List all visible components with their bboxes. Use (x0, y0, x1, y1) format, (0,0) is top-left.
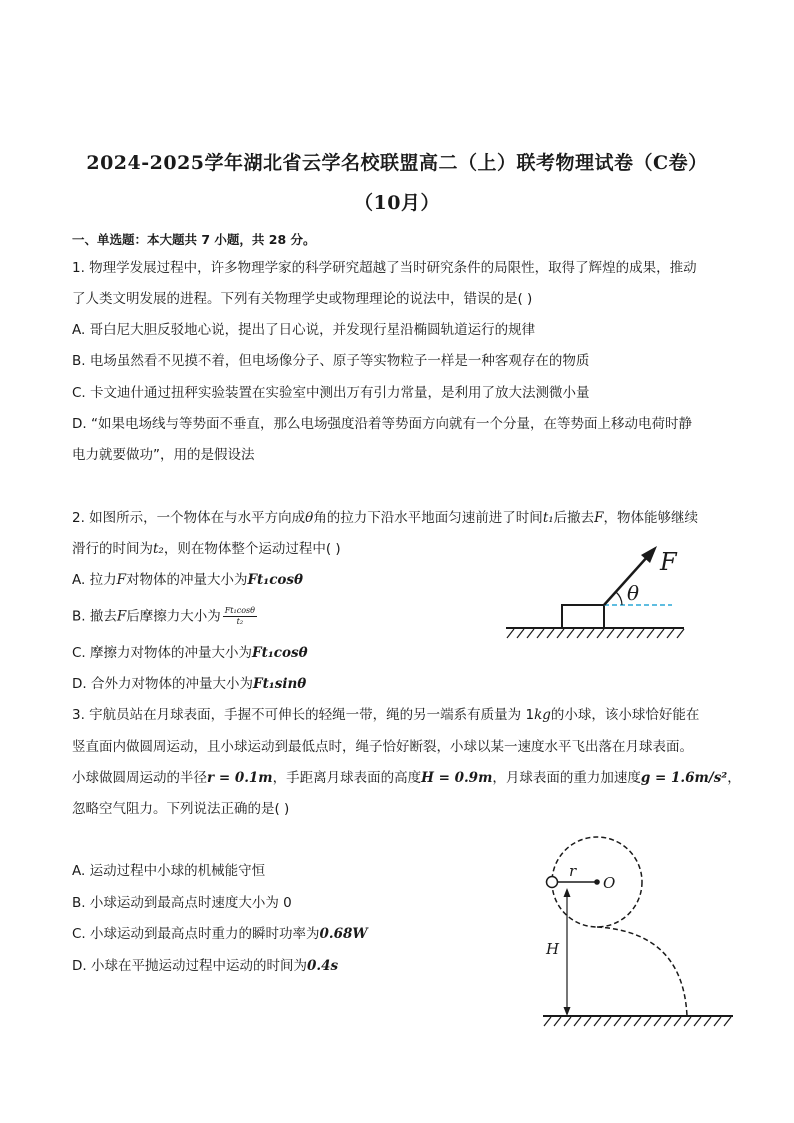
option-text: D. 合外力对物体的冲量大小为 (72, 676, 253, 692)
force-arrow-shaft (604, 556, 648, 605)
q1-stem-line2: 了人类文明发展的进程。下列有关物理学史或物理理论的说法中，错误的是( ) (72, 291, 533, 307)
moon-surface-hatching (544, 1017, 731, 1026)
q2-stem-text: ，则在物体整个运动过程中( ) (163, 541, 341, 557)
fraction-denominator: t₂ (236, 617, 244, 626)
angle-label: θ (627, 581, 640, 605)
q2-option-d (72, 674, 306, 694)
q2-stem-text: 2. 如图所示，一个物体在与水平方向成 (72, 510, 306, 526)
q3-c-value: 0.68W (319, 926, 368, 942)
option-text: C. 小球运动到最高点时重力的瞬时功率为 (72, 926, 320, 942)
q2-stem-line2 (72, 539, 341, 559)
q3-gravity-value: g = 1.6m/s² (640, 770, 728, 786)
option-text: 后摩擦力大小为 (126, 608, 221, 625)
q3-stem-text: 3. 宇航员站在月球表面，手握不可伸长的轻绳一带，绳的另一端系有质量为 1 (72, 707, 535, 723)
q2-t2-symbol: t₂ (153, 541, 164, 557)
section-heading: 一、单选题：本大题共 7 小题，共 28 分。 (72, 232, 316, 247)
q2-d-expression: Ft₁sinθ (252, 676, 307, 692)
q3-figure (535, 830, 740, 1030)
q3-stem-text: ， (727, 770, 741, 786)
q3-stem-text: 的小球，该小球恰好能在 (550, 707, 700, 723)
option-text: B. 撤去 (72, 608, 117, 625)
ball (547, 877, 558, 888)
q2-stem-text: 后撤去 (553, 510, 595, 526)
q3-stem-text: 小球做圆周运动的半径 (72, 770, 207, 786)
height-label: H (546, 940, 560, 958)
q1-option-c: C. 卡文迪什通过扭秤实验装置在实验室中测出万有引力常量，是利用了放大法测微小量 (72, 385, 590, 401)
fraction-numerator: Ft₁cosθ (224, 606, 255, 615)
q2-a-expression: Ft₁cosθ (247, 572, 304, 588)
q3-stem-line3 (72, 768, 741, 788)
q3-option-b: B. 小球运动到最高点时速度大小为 0 (72, 895, 292, 911)
q2-stem-text: ，物体能够继续 (603, 510, 699, 526)
q2-figure (500, 540, 690, 640)
option-text: A. 拉力 (72, 572, 117, 588)
q2-force-symbol: F (116, 572, 126, 588)
center-label: O (603, 874, 616, 892)
force-label: F (660, 548, 677, 576)
option-text: D. 小球在平抛运动过程中运动的时间为 (72, 958, 307, 974)
q3-option-d (72, 956, 338, 976)
height-arrow-top (564, 888, 571, 897)
radius-label: r (569, 862, 577, 880)
option-text: 对物体的冲量大小为 (125, 572, 248, 588)
q2-c-expression: Ft₁cosθ (252, 645, 308, 661)
q3-stem-line1 (72, 705, 699, 725)
q3-stem-text: ，手距离月球表面的高度 (272, 770, 422, 786)
q1-option-a: A. 哥白尼大胆反驳地心说，提出了日心说，并发现行星沿椭圆轨道运行的规律 (72, 322, 536, 338)
q2-t1-symbol: t₁ (542, 510, 554, 526)
q2-stem-line1 (72, 508, 698, 528)
q2-force-symbol: F (594, 510, 604, 526)
q3-mass-unit: kg (534, 707, 551, 723)
q3-stem-line2: 竖直面内做圆周运动，且小球运动到最低点时，绳子恰好断裂，小球以某一速度水平飞出落在月球表面。 (72, 739, 693, 755)
exam-title-line1: 2024-2025学年湖北省云学名校联盟高二（上）联考物理试卷（C卷） (86, 152, 708, 174)
q2-theta-symbol: θ (305, 510, 314, 526)
q1-option-b: B. 电场虽然看不见摸不着，但电场像分子、原子等实物粒子一样是一种客观存在的物质 (72, 353, 590, 369)
q2-option-c (72, 643, 308, 663)
q1-option-d-line1: D. “如果电场线与等势面不垂直，那么电场强度沿着等势面方向就有一个分量，在等势面上移动电荷时静 (72, 416, 692, 432)
q3-stem-line4: 忽略空气阻力。下列说法正确的是( ) (72, 801, 290, 817)
q1-option-d-line2: 电力就要做功”，用的是假设法 (72, 447, 255, 463)
q2-option-b (72, 606, 257, 627)
q3-d-value: 0.4s (306, 958, 339, 974)
angle-arc (616, 592, 622, 605)
q3-option-a: A. 运动过程中小球的机械能守恒 (72, 863, 266, 879)
q1-stem-line1: 1. 物理学发展过程中，许多物理学家的科学研究超越了当时研究条件的局限性，取得了辉煌的成果，推动 (72, 260, 697, 276)
height-arrow-bottom (564, 1007, 571, 1016)
q3-height-value: H = 0.9m (421, 770, 493, 786)
q3-option-c (72, 924, 368, 944)
q2-b-fraction (223, 606, 257, 627)
center-point (594, 879, 600, 885)
q2-force-symbol: F (116, 608, 127, 625)
ground-hatching (507, 629, 684, 638)
exam-title-line2: （10月） (354, 192, 440, 214)
q3-stem-text: ，月球表面的重力加速度 (492, 770, 641, 786)
q2-stem-text: 角的拉力下沿水平地面匀速前进了时间 (313, 510, 543, 526)
option-text: C. 摩擦力对物体的冲量大小为 (72, 645, 253, 661)
projectile-path-dashed (597, 927, 687, 1016)
q2-stem-text: 滑行的时间为 (72, 541, 153, 557)
q2-option-a (72, 570, 303, 590)
q3-radius-value: r = 0.1m (207, 770, 273, 786)
block (562, 605, 604, 628)
